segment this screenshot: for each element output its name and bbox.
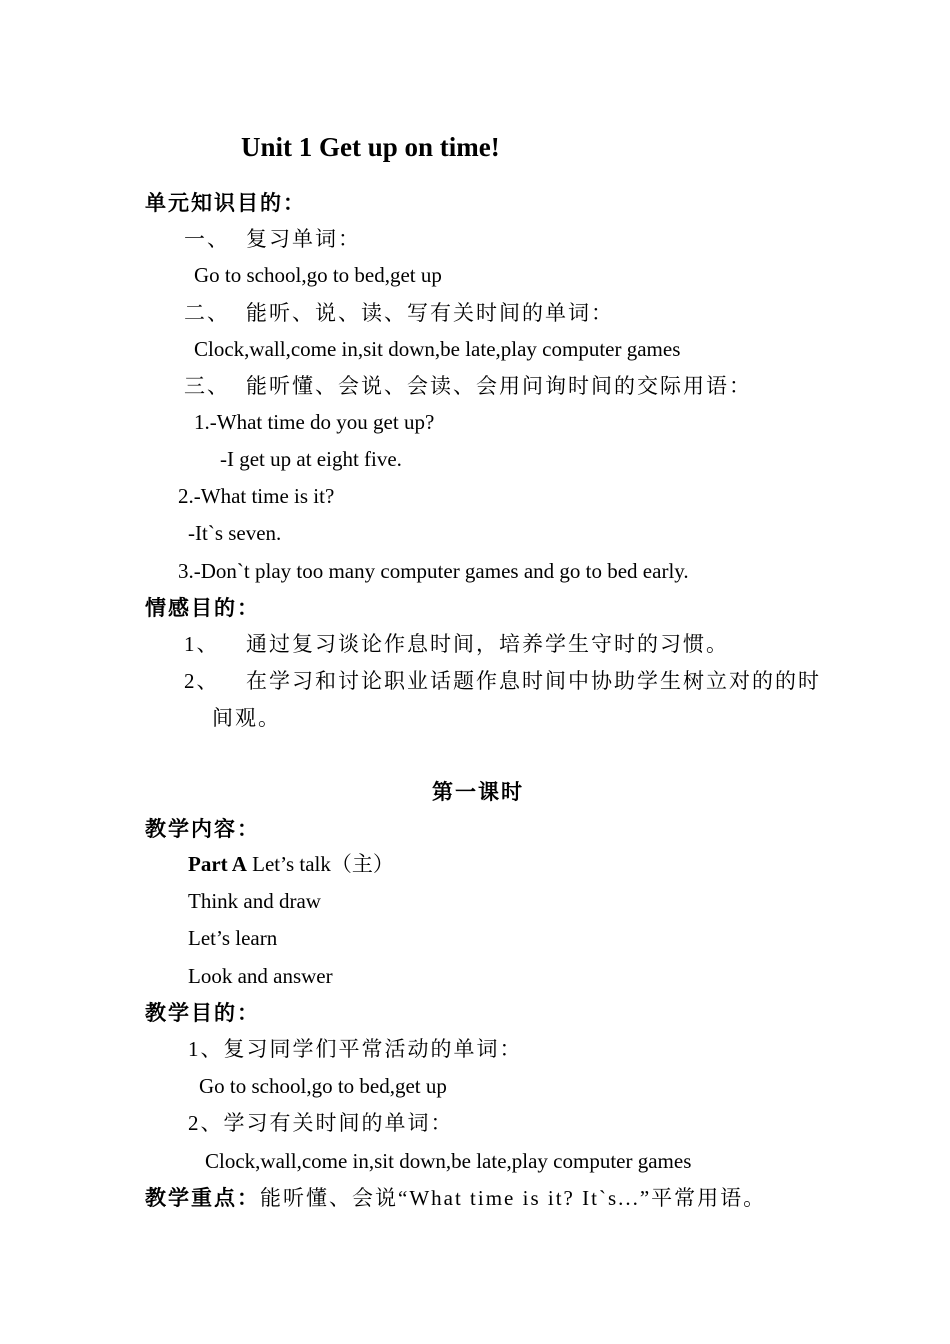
list-marker: 二、 [184, 301, 230, 325]
list-text: 在学习和讨论职业话题作息时间中协助学生树立对的的时 [246, 669, 821, 693]
unit-goal-item-3 [184, 373, 752, 399]
affective-goal-item-1 [184, 631, 729, 657]
dialogue-line: 3.-Don`t play too many computer games and go to bed early. [178, 559, 689, 583]
teaching-goals-heading: 教学目的： [145, 1001, 260, 1025]
affective-goal-item-2-continuation: 间观。 [212, 706, 281, 730]
teaching-goal-words-1: Go to school,go to bed,get up [199, 1074, 447, 1098]
dialogue-line: 1.-What time do you get up? [194, 410, 435, 434]
unit-goal-item-1 [184, 226, 361, 252]
list-text: 能听、说、读、写有关时间的单词： [246, 301, 614, 325]
unit-goals-heading: 单元知识目的： [145, 191, 306, 215]
list-marker: 1、 [184, 632, 220, 656]
content-item: Think and draw [188, 889, 321, 913]
list-text: 能听懂、会说、会读、会用问询时间的交际用语： [246, 374, 752, 398]
list-marker: 三、 [184, 374, 230, 398]
unit-goal-item-2 [184, 300, 614, 326]
part-a-label: Part A [188, 852, 247, 876]
affective-goal-item-2 [184, 668, 821, 694]
dialogue-line: -I get up at eight five. [220, 447, 402, 471]
part-a-rest: Let’s talk（主） [246, 852, 394, 876]
teaching-goal-item-1: 1、复习同学们平常活动的单词： [188, 1037, 523, 1061]
content-item: Let’s learn [188, 926, 278, 950]
lesson-title: 第一课时 [432, 780, 524, 804]
key-points-heading: 教学重点： [145, 1186, 260, 1210]
list-text: 复习单词： [246, 227, 361, 251]
teaching-goal-item-2: 2、学习有关时间的单词： [188, 1111, 454, 1135]
review-words: Go to school,go to bed,get up [194, 263, 442, 287]
list-marker: 一、 [184, 227, 230, 251]
dialogue-line: 2.-What time is it? [178, 484, 335, 508]
list-text: 通过复习谈论作息时间，培养学生守时的习惯。 [246, 632, 729, 656]
teaching-content-heading: 教学内容： [145, 817, 260, 841]
document-title: Unit 1 Get up on time! [241, 132, 500, 162]
key-points-line [145, 1185, 766, 1211]
part-a-line [188, 851, 394, 877]
list-marker: 2、 [184, 669, 220, 693]
content-item: Look and answer [188, 964, 333, 988]
teaching-goal-words-2: Clock,wall,come in,sit down,be late,play computer games [205, 1149, 692, 1173]
key-points-text: 能听懂、会说“What time is it? It`s...”平常用语。 [260, 1186, 767, 1210]
time-words: Clock,wall,come in,sit down,be late,play computer games [194, 337, 681, 361]
affective-goals-heading: 情感目的： [145, 596, 260, 620]
dialogue-line: -It`s seven. [188, 521, 282, 545]
